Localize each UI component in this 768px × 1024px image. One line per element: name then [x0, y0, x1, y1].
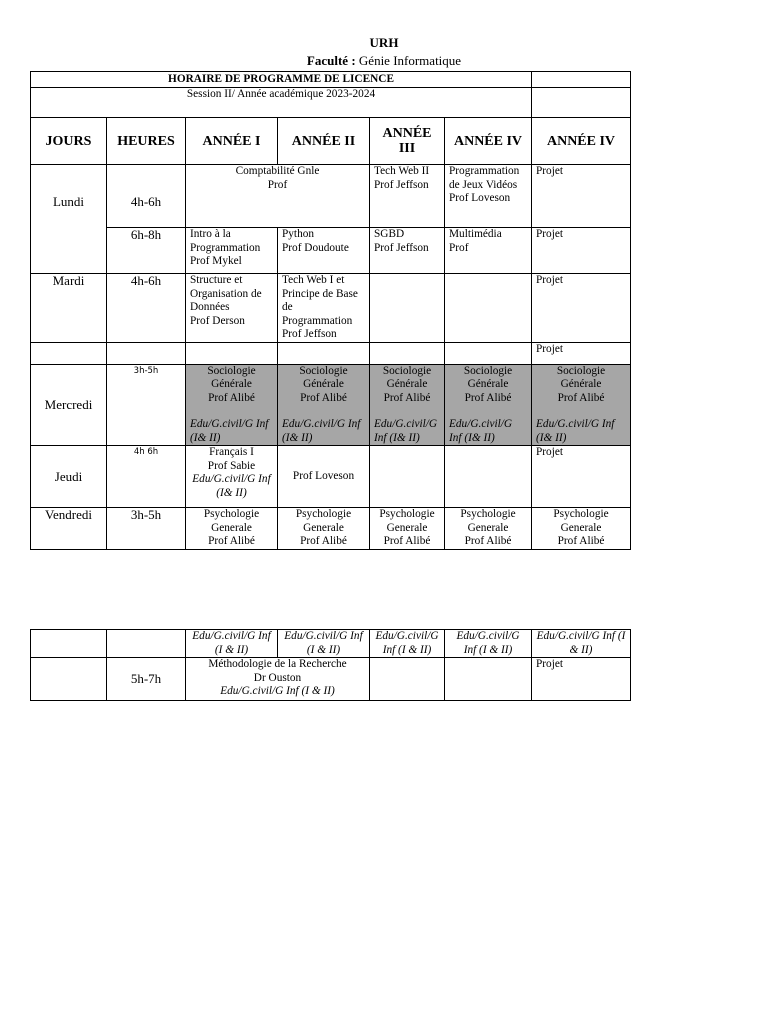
hour-cell: 5h-7h [107, 658, 186, 701]
day-cell-lundi: Lundi [31, 165, 107, 274]
column-header: ANNÉE III [370, 118, 445, 165]
project-cell: Projet [532, 274, 631, 343]
day-cell-mardi: Mardi [31, 274, 107, 343]
group-cell: Edu/G.civil/G Inf (I & II) [370, 630, 445, 658]
course-cell: Programmation de Jeux Vidéos Prof Loveson [445, 165, 532, 228]
table-row [31, 630, 631, 658]
column-header: JOURS [31, 118, 107, 165]
course-cell: Psychologie Generale Prof Alibé [370, 508, 445, 550]
column-header: ANNÉE IV [532, 118, 631, 165]
table-row [31, 274, 631, 343]
session-row [31, 88, 631, 118]
title-row [31, 72, 631, 88]
table-row [31, 228, 631, 274]
project-cell: Projet [532, 446, 631, 508]
course-cell: Intro à la Programmation Prof Mykel [186, 228, 278, 274]
group-cell: Edu/G.civil/G Inf (I & II) [186, 630, 278, 658]
day-cell-vendredi: Vendredi [31, 508, 107, 550]
table-row [31, 508, 631, 550]
course-cell: Français I Prof Sabie Edu/G.civil/G Inf (I& II) [186, 446, 278, 508]
hour-cell: 6h-8h [107, 228, 186, 274]
course-cell: SGBD Prof Jeffson [370, 228, 445, 274]
course-cell: Tech Web II Prof Jeffson [370, 165, 445, 228]
table-row [31, 165, 631, 228]
group-cell: Edu/G.civil/G Inf (I & II) [532, 630, 631, 658]
course-cell: Comptabilité Gnle Prof [186, 165, 370, 228]
course-cell: Sociologie Générale Prof Alibé Edu/G.civil/G Inf (I& II) [445, 364, 532, 446]
course-cell: Psychologie Generale Prof Alibé [445, 508, 532, 550]
session-label: Session II/ Année académique 2023-2024 [31, 88, 532, 118]
hour-cell: 4h-6h [107, 274, 186, 343]
faculty-label: Faculté : [306, 53, 356, 68]
course-cell: Sociologie Générale Prof Alibé Edu/G.civil/G Inf (I& II) [186, 364, 278, 446]
course-cell: Sociologie Générale Prof Alibé Edu/G.civil/G Inf (I& II) [278, 364, 370, 446]
project-cell: Projet [532, 658, 631, 701]
project-cell: Projet [532, 342, 631, 364]
course-cell: Sociologie Générale Prof Alibé Edu/G.civil/G Inf (I& II) [370, 364, 445, 446]
faculty-line [0, 53, 768, 69]
schedule-table-continued [30, 629, 631, 701]
course-cell: Méthodologie de la Recherche Dr Ouston Edu/G.civil/G Inf (I & II) [186, 658, 370, 701]
course-cell: Sociologie Générale Prof Alibé Edu/G.civil/G Inf (I& II) [532, 364, 631, 446]
course-cell: Psychologie Generale Prof Alibé [278, 508, 370, 550]
schedule-title: HORAIRE DE PROGRAMME DE LICENCE [31, 72, 532, 88]
faculty-value: Génie Informatique [358, 53, 462, 68]
column-header: ANNÉE I [186, 118, 278, 165]
hour-cell: 4h 6h [107, 446, 186, 508]
course-cell: Psychologie Generale Prof Alibé [532, 508, 631, 550]
day-cell-mercredi: Mercredi [31, 364, 107, 446]
institution-name: URH [369, 35, 399, 50]
hour-cell: 4h-6h [107, 165, 186, 228]
hour-cell: 3h-5h [107, 508, 186, 550]
column-header: ANNÉE II [278, 118, 370, 165]
course-cell: Psychologie Generale Prof Alibé [186, 508, 278, 550]
group-cell: Edu/G.civil/G Inf (I & II) [278, 630, 370, 658]
table-row [31, 342, 631, 364]
project-cell: Projet [532, 228, 631, 274]
column-header: HEURES [107, 118, 186, 165]
hour-cell: 3h-5h [107, 364, 186, 446]
course-cell: Tech Web I et Principe de Base de Programmation Prof Jeffson [278, 274, 370, 343]
course-cell: Python Prof Doudoute [278, 228, 370, 274]
course-cell: Multimédia Prof [445, 228, 532, 274]
table-row [31, 658, 631, 701]
schedule-table [30, 71, 631, 550]
day-cell-jeudi: Jeudi [31, 446, 107, 508]
table-row [31, 446, 631, 508]
column-header-row [31, 118, 631, 165]
course-cell: Prof Loveson [278, 446, 370, 508]
project-cell: Projet [532, 165, 631, 228]
column-header: ANNÉE IV [445, 118, 532, 165]
table-row [31, 364, 631, 446]
group-cell: Edu/G.civil/G Inf (I & II) [445, 630, 532, 658]
course-cell: Structure et Organisation de Données Prof Derson [186, 274, 278, 343]
